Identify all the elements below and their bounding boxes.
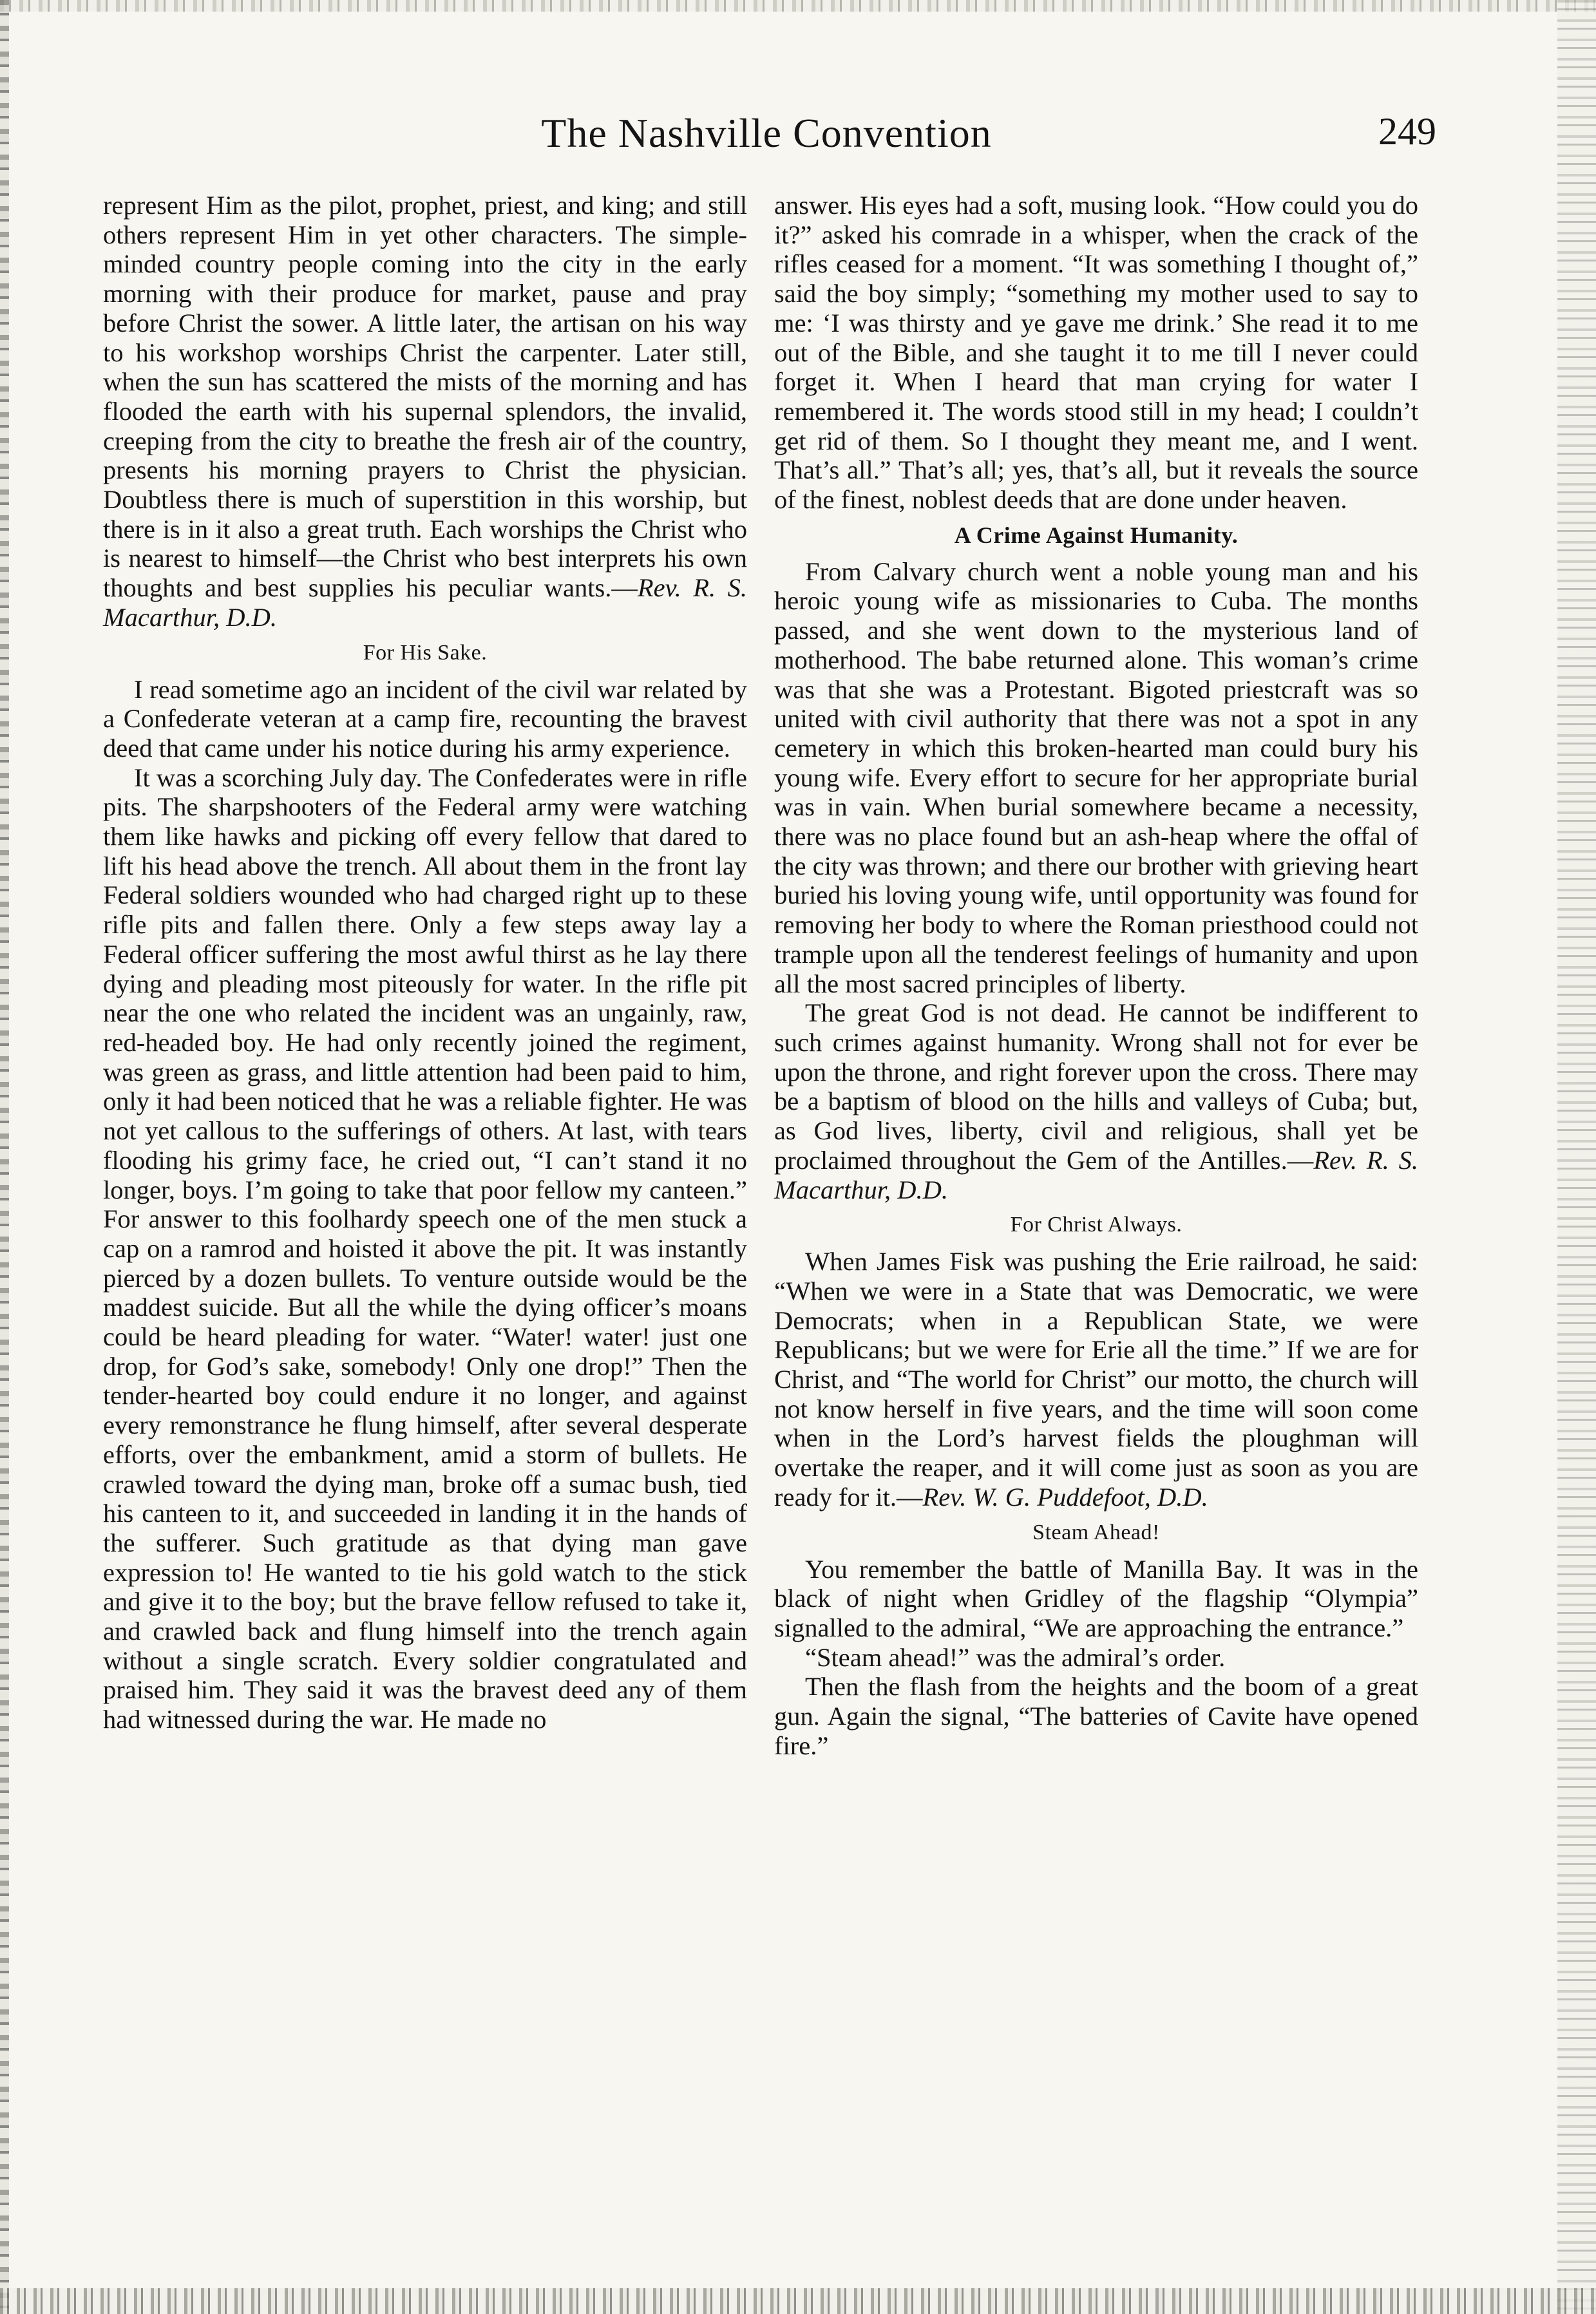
page-header bbox=[97, 109, 1436, 167]
right-column bbox=[774, 191, 1418, 1760]
scan-edge-left bbox=[0, 0, 9, 2314]
scan-edge-right bbox=[1557, 0, 1596, 2314]
attribution: Rev. R. S. Macarthur, D.D. bbox=[103, 573, 747, 632]
attribution: Rev. W. G. Puddefoot, D.D. bbox=[922, 1482, 1208, 1512]
paragraph: It was a scorching July day. The Confederates were in rifle pits. The sharpshooters of the Federal army were watching them like hawks and picking off every fellow that dared to lift his head above the trench. All about them in the front lay Federal soldiers wounded who had charged right up to these rifle pits and fallen there. Only a few steps away lay a Federal officer suffering the most awful thirst as he lay there dying and pleading most piteously for water. In the rifle pit near the one who related the incident was an ungainly, raw, red-headed boy. He had only recently joined the regiment, was green as grass, and little attention had been paid to him, only it had been noticed that he was a reliable fighter. He was not yet callous to the sufferings of others. At last, with tears flooding his grimy face, he cried out, “I can’t stand it no longer, boys. I’m going to take that poor fellow my canteen.” For answer to this foolhardy speech one of the men stuck a cap on a ramrod and hoisted it above the pit. It was instantly pierced by a dozen bullets. To venture outside would be the maddest suicide. But all the while the dying officer’s moans could be heard pleading for water. “Water! water! just one drop, for God’s sake, somebody! Only one drop!” Then the tender-hearted boy could endure it no longer, and against every remonstrance he flung himself, after several desperate efforts, over the embankment, amid a storm of bullets. He crawled toward the dying man, broke off a sumac bush, tied his canteen to it, and succeeded in landing it in the hands of the sufferer. Such gratitude as that dying man gave expression to! He wanted to tie his gold watch to the stick and give it to the boy; but the brave fellow refused to take it, and crawled back and flung himself into the trench again without a single scratch. Every soldier congratulated and praised him. They said it was the bravest deed any of them had witnessed during the war. He made no bbox=[103, 763, 747, 1734]
section-heading-crime-against-humanity: A Crime Against Humanity. bbox=[954, 522, 1239, 548]
paragraph: answer. His eyes had a soft, musing look. “How could you do it?” asked his comrade in a whisper, when the crack of the rifles ceased for a moment. “It was something I thought of,” said the boy simply; “something my mother used to say to me: ‘I was thirsty and ye gave me drink.’ She read it to me out of the Bible, and she taught it to me till I never could forget it. When I heard that man crying for water I remembered it. The words stood still in my head; I couldn’t get rid of them. So I thought they meant me, and I went. That’s all.” That’s all; yes, that’s all, but it reveals the source of the finest, noblest deeds that are done under heaven. bbox=[774, 191, 1418, 515]
section-heading-steam-ahead: Steam Ahead! bbox=[1032, 1520, 1160, 1544]
section-heading-for-his-sake: For His Sake. bbox=[363, 640, 488, 665]
scan-edge-top bbox=[0, 0, 1596, 12]
paragraph bbox=[103, 191, 747, 632]
attribution: Rev. R. S. Macarthur, D.D. bbox=[774, 1145, 1418, 1204]
paragraph-text: When James Fisk was pushing the Erie railroad, he said: “When we were in a State that was Democratic, we were Democrats; when in a Republican State, we were Republicans; but we were for Erie all the time.” If we are for Christ, and “The world for Christ” our motto, the church will not know herself in five years, and the time will soon come when in the Lord’s harvest fields the ploughman will overtake the reaper, and it will come just as soon as you are ready for it.— bbox=[774, 1247, 1418, 1512]
paragraph bbox=[774, 1247, 1418, 1512]
paragraph: From Calvary church went a noble young man and his heroic young wife as missionaries to Cuba. The months passed, and she went down to the mysterious land of motherhood. The babe returned alone. This woman’s crime was that she was a Protestant. Bigoted priestcraft was so united with civil authority that there was not a spot in any cemetery in which this broken-hearted man could bury his young wife. Every effort to secure for her appropriate burial was in vain. When burial somewhere became a necessity, there was no place found but an ash-heap where the offal of the city was thrown; and there our brother with grieving heart buried his loving young wife, until opportunity was found for removing her body to where the Roman priesthood could not trample upon all the tenderest feelings of humanity and upon all the most sacred principles of liberty. bbox=[774, 556, 1418, 998]
running-title: The Nashville Convention bbox=[541, 110, 992, 156]
left-column bbox=[103, 191, 747, 1734]
page-number: 249 bbox=[1378, 110, 1436, 153]
paragraph: “Steam ahead!” was the admiral’s order. bbox=[805, 1642, 1226, 1672]
paragraph: Then the flash from the heights and the boom of a great gun. Again the signal, “The batteries of Cavite have opened fire.” bbox=[774, 1672, 1418, 1760]
scan-edge-bottom bbox=[0, 2288, 1596, 2314]
paragraph-text: The great God is not dead. He cannot be indifferent to such crimes against humanity. Wrong shall not for ever be upon the throne, and right forever upon the cross. There may be a baptism of blood on the hills and valleys of Cuba; but, as God lives, liberty, civil and religious, shall yet be proclaimed throughout the Gem of the Antilles.— bbox=[774, 998, 1418, 1175]
paragraph-text: represent Him as the pilot, prophet, priest, and king; and still others represent Him in yet other characters. The simple-minded country people coming into the city in the early morning with their produce for market, pause and pray before Christ the sower. A little later, the artisan on his way to his workshop worships Christ the carpenter. Later still, when the sun has scattered the mists of the morning and has flooded the earth with his supernal splendors, the invalid, creeping from the city to breathe the fresh air of the country, presents his morning prayers to Christ the physician. Doubtless there is much of superstition in this worship, but there is in it also a great truth. Each worships the Christ who is nearest to himself—the Christ who best interprets his own thoughts and best supplies his peculiar wants.— bbox=[103, 191, 747, 603]
paragraph: I read sometime ago an incident of the civil war related by a Confederate veteran at a camp fire, recounting the bravest deed that came under his notice during his army experience. bbox=[103, 674, 747, 763]
section-heading-for-christ-always: For Christ Always. bbox=[1010, 1213, 1183, 1237]
paragraph: You remember the battle of Manilla Bay. It was in the black of night when Gridley of the flagship “Olympia” signalled to the admiral, “We are approaching the entrance.” bbox=[774, 1554, 1418, 1642]
paragraph bbox=[774, 998, 1418, 1204]
